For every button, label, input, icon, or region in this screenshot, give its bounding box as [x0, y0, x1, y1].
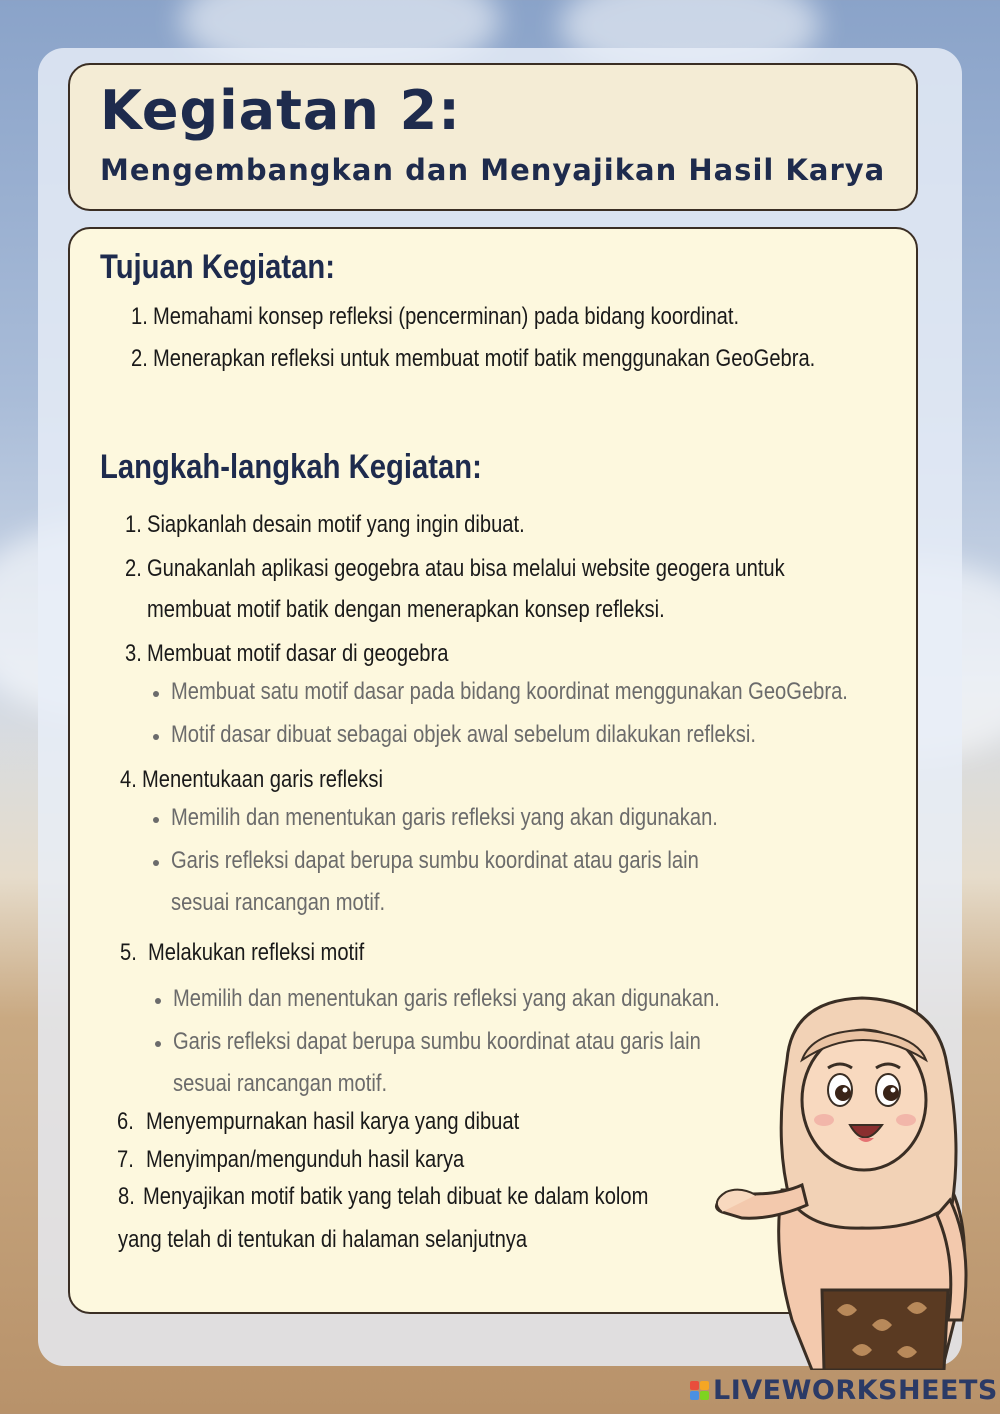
step-3-text: Membuat motif dasar di geogebra: [147, 640, 449, 667]
step-7-text: Menyimpan/mengunduh hasil karya: [146, 1146, 465, 1173]
bullet-dot: [153, 860, 159, 866]
step-5-bullet: Garis refleksi dapat berupa sumbu koordinat atau garis lain: [173, 1028, 701, 1055]
step-4-text: Menentukaan garis refleksi: [142, 766, 383, 793]
step-2-text-cont: membuat motif batik dengan menerapkan konsep refleksi.: [147, 596, 665, 623]
page-subtitle: Mengembangkan dan Menyajikan Hasil Karya: [100, 153, 886, 187]
step-number: 5.: [120, 939, 137, 966]
title-box: [68, 63, 918, 211]
step-1-text: Siapkanlah desain motif yang ingin dibuat.: [147, 511, 525, 538]
page-title: Kegiatan 2:: [100, 79, 461, 142]
liveworksheets-logo[interactable]: [690, 1372, 998, 1408]
step-number: 6.: [117, 1108, 134, 1135]
langkah-heading: Langkah-langkah Kegiatan:: [100, 448, 482, 486]
tujuan-item-number: 2.: [131, 345, 148, 372]
step-4-bullet: Memilih dan menentukan garis refleksi yang akan digunakan.: [171, 804, 718, 831]
step-5-bullet: Memilih dan menentukan garis refleksi yang akan digunakan.: [173, 985, 720, 1012]
step-4-bullet-cont: sesuai rancangan motif.: [171, 889, 386, 916]
tujuan-item: Memahami konsep refleksi (pencerminan) pada bidang koordinat.: [153, 303, 740, 330]
step-number: 4.: [120, 766, 137, 793]
step-3-bullet: Membuat satu motif dasar pada bidang koordinat menggunakan GeoGebra.: [171, 678, 848, 705]
bullet-dot: [153, 734, 159, 740]
logo-icon: [690, 1381, 709, 1400]
hijab-girl-illustration: [712, 990, 982, 1370]
bullet-dot: [155, 998, 161, 1004]
step-number: 3.: [125, 640, 142, 667]
step-5-bullet-cont: sesuai rancangan motif.: [173, 1070, 388, 1097]
step-number: 8.: [118, 1183, 135, 1210]
step-number: 1.: [125, 511, 142, 538]
step-2-text: Gunakanlah aplikasi geogebra atau bisa melalui website geogera untuk: [147, 555, 785, 582]
step-5-text: Melakukan refleksi motif: [148, 939, 365, 966]
brand-name: LIVEWORKSHEETS: [713, 1374, 998, 1406]
step-8-text-cont: yang telah di tentukan di halaman selanjutnya: [118, 1226, 528, 1253]
step-4-bullet: Garis refleksi dapat berupa sumbu koordinat atau garis lain: [171, 847, 699, 874]
tujuan-heading: Tujuan Kegiatan:: [100, 248, 336, 286]
step-number: 2.: [125, 555, 142, 582]
step-6-text: Menyempurnakan hasil karya yang dibuat: [146, 1108, 520, 1135]
bullet-dot: [155, 1041, 161, 1047]
step-3-bullet: Motif dasar dibuat sebagai objek awal sebelum dilakukan refleksi.: [171, 721, 756, 748]
bullet-dot: [153, 817, 159, 823]
step-8-text: Menyajikan motif batik yang telah dibuat ke dalam kolom: [143, 1183, 649, 1210]
bullet-dot: [153, 691, 159, 697]
tujuan-item: Menerapkan refleksi untuk membuat motif batik menggunakan GeoGebra.: [153, 345, 816, 372]
step-number: 7.: [117, 1146, 134, 1173]
tujuan-item-number: 1.: [131, 303, 148, 330]
